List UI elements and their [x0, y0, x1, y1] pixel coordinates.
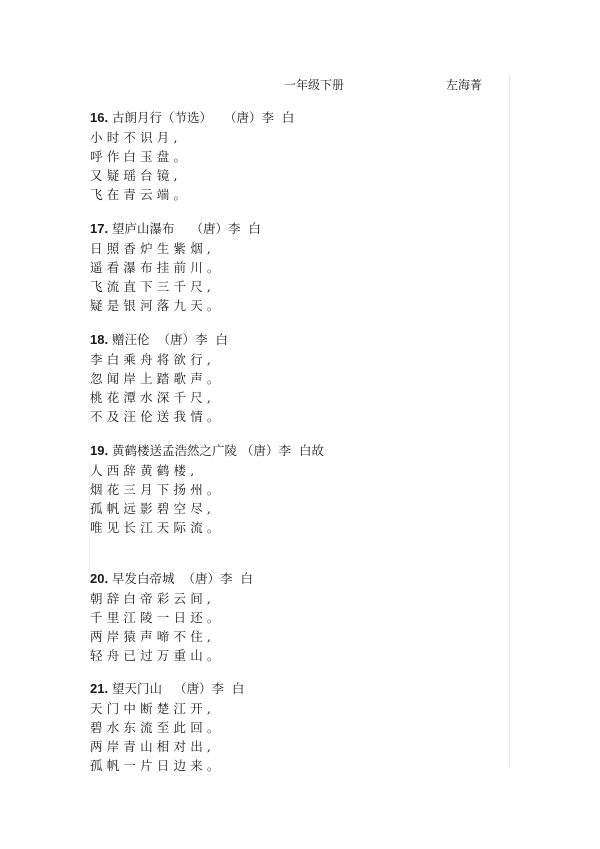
poem-17	[90, 219, 261, 315]
poem-21	[90, 679, 244, 775]
poem-title-text: 黄鹤楼送孟浩然之广陵 （唐）李 白故	[108, 443, 324, 458]
poem-line: 日照香炉生紫烟,	[90, 241, 216, 256]
poem-line: 人西辞黄鹤楼,	[90, 463, 199, 478]
poem-line: 李白乘舟将欲行,	[90, 352, 216, 367]
poem-title-text: 古朗月行（节选） （唐）李 白	[108, 110, 295, 125]
poem-title-text: 望庐山瀑布 （唐）李 白	[108, 221, 261, 236]
poem-title-text: 早发白帝城 （唐）李 白	[108, 571, 253, 586]
poem-title	[90, 108, 294, 128]
poem-line: 碧水东流至此回。	[90, 720, 224, 735]
poem-number: 18.	[90, 332, 109, 347]
poem-number: 19.	[90, 443, 109, 458]
poem-line: 两岸青山相对出,	[90, 739, 216, 754]
poem-line: 孤帆远影碧空尽,	[90, 501, 216, 516]
page-header	[0, 76, 600, 96]
poem-line: 飞在青云端。	[90, 187, 191, 202]
poem-title-text: 赠汪伦 （唐）李 白	[108, 332, 228, 347]
header-grade: 一年级下册	[284, 78, 345, 92]
poem-line: 千里江陵一日还。	[90, 610, 224, 625]
poem-line: 烟花三月下扬州。	[90, 482, 224, 497]
poem-number: 17.	[90, 221, 109, 236]
header-author: 左海菁	[446, 78, 483, 92]
poem-title-text: 望天门山 （唐）李 白	[108, 681, 245, 696]
poem-19	[90, 441, 324, 537]
page-edge-line	[509, 74, 510, 768]
poem-line: 忽闻岸上踏歌声。	[90, 371, 224, 386]
poem-title	[90, 219, 261, 239]
poem-line: 唯见长江天际流。	[90, 520, 224, 535]
poem-16	[90, 108, 294, 204]
poem-title	[90, 569, 253, 589]
poem-line: 呼作白玉盘。	[90, 149, 191, 164]
poem-line: 桃花潭水深千尺,	[90, 390, 216, 405]
poem-line: 两岸猿声啼不住,	[90, 629, 216, 644]
poem-line: 飞流直下三千尺,	[90, 279, 216, 294]
poem-line: 朝辞白帝彩云间,	[90, 591, 216, 606]
poem-number: 20.	[90, 571, 109, 586]
poem-line: 疑是银河落九天。	[90, 298, 224, 313]
poem-title	[90, 679, 244, 699]
poem-18	[90, 330, 228, 426]
poem-number: 21.	[90, 681, 109, 696]
poem-line: 轻舟已过万重山。	[90, 648, 224, 663]
poem-line: 又疑瑶台镜,	[90, 168, 182, 183]
poem-line: 不及汪伦送我情。	[90, 409, 224, 424]
poem-line: 天门中断楚江开,	[90, 701, 216, 716]
poem-20	[90, 569, 253, 665]
poem-line: 小时不识月,	[90, 130, 182, 145]
poem-line: 孤帆一片日边来。	[90, 758, 224, 773]
poem-title	[90, 441, 324, 461]
poem-number: 16.	[90, 110, 109, 125]
poem-title	[90, 330, 228, 350]
poem-line: 遥看瀑布挂前川。	[90, 260, 224, 275]
